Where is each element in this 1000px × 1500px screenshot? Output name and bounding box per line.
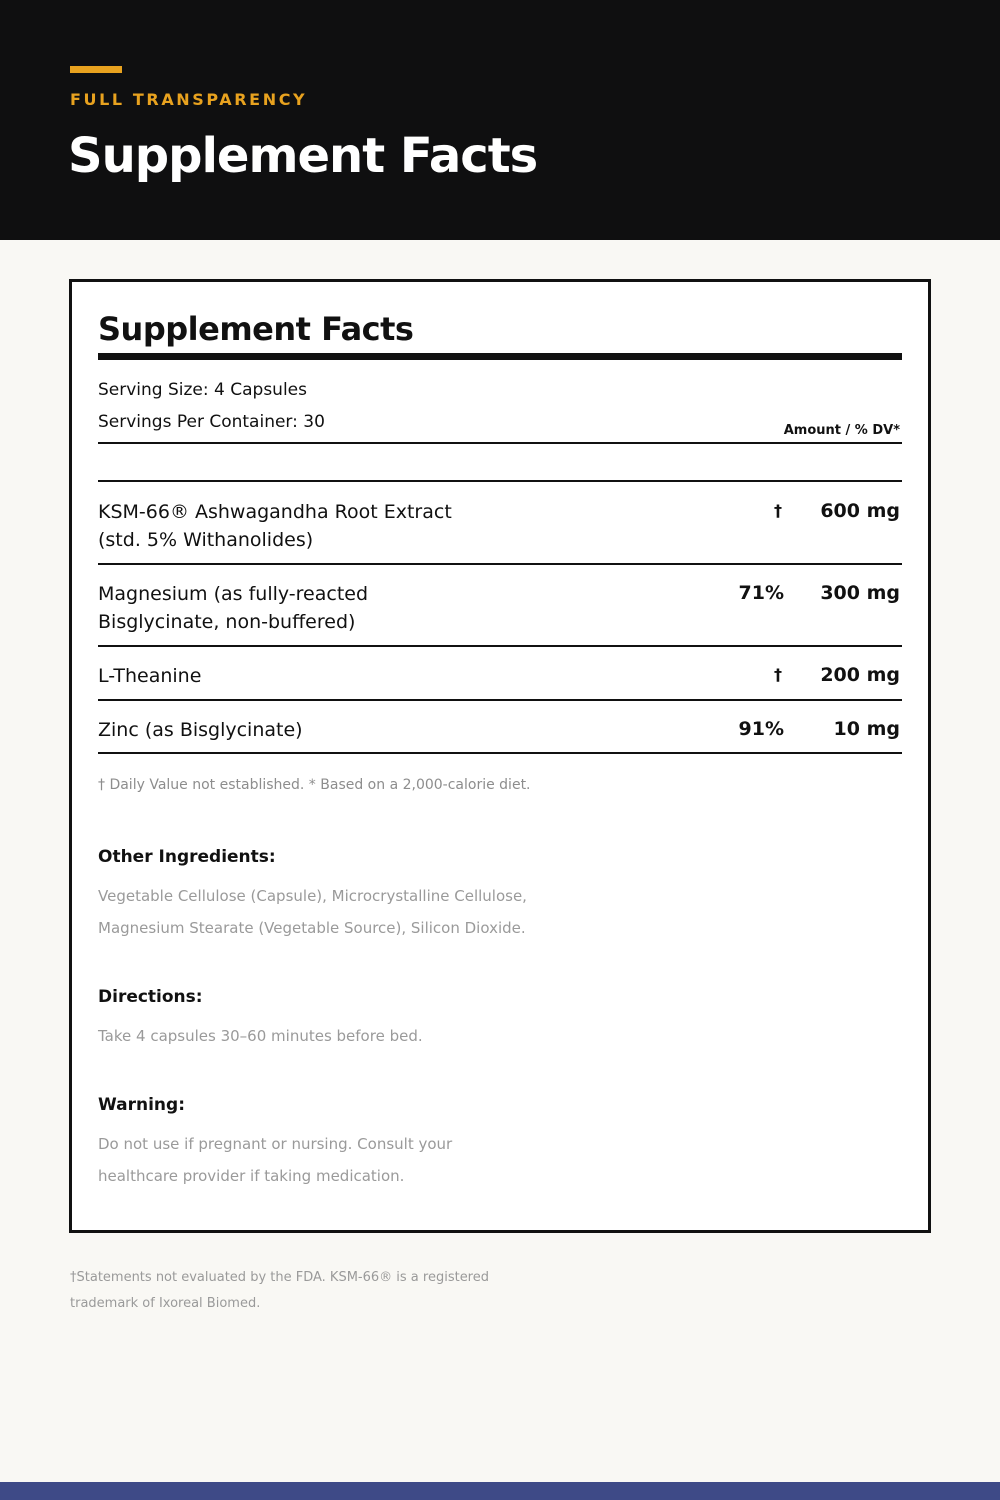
other-ingredients-text: Vegetable Cellulose (Capsule), Microcrystalline Cellulose, <box>98 887 527 905</box>
disclaimer-line: trademark of Ixoreal Biomed. <box>70 1296 261 1311</box>
directions-heading: Directions: <box>98 987 203 1007</box>
warning-text: Do not use if pregnant or nursing. Consult your <box>98 1135 453 1153</box>
dv-footnote: † Daily Value not established. * Based on a 2,000-calorie diet. <box>98 777 531 793</box>
warning-text: healthcare provider if taking medication. <box>98 1167 405 1185</box>
ingredient-amount: 200 mg <box>820 664 900 686</box>
divider <box>98 699 902 701</box>
ingredient-name: (std. 5% Withanolides) <box>98 529 314 551</box>
hero-banner <box>0 0 1000 240</box>
servings-per-container: Servings Per Container: 30 <box>98 412 325 432</box>
panel-title: Supplement Facts <box>98 310 414 348</box>
divider <box>98 563 902 565</box>
fda-disclaimer <box>70 1265 489 1317</box>
other-ingredients-heading: Other Ingredients: <box>98 847 276 867</box>
ingredient-amount: 300 mg <box>820 582 900 604</box>
disclaimer-line: †Statements not evaluated by the FDA. KSM-66® is a registered <box>70 1270 489 1285</box>
ingredient-name: L-Theanine <box>98 665 202 687</box>
supplement-facts-panel <box>69 279 931 1233</box>
accent-bar <box>70 66 122 73</box>
warning-heading: Warning: <box>98 1095 186 1115</box>
ingredient-amount: 600 mg <box>820 500 900 522</box>
serving-size: Serving Size: 4 Capsules <box>98 380 307 400</box>
divider <box>98 645 902 647</box>
ingredient-dv: 91% <box>738 718 784 740</box>
ingredient-name: Magnesium (as fully-reacted <box>98 583 369 605</box>
hero-title: Supplement Facts <box>68 128 538 184</box>
divider <box>98 442 902 444</box>
ingredient-name: KSM-66® Ashwagandha Root Extract <box>98 501 452 523</box>
ingredient-dv: 71% <box>738 582 784 604</box>
ingredient-amount: 10 mg <box>833 718 900 740</box>
amount-dv-header: Amount / % DV* <box>783 423 900 438</box>
ingredient-dv: † <box>774 665 782 684</box>
ingredient-dv: † <box>774 501 782 520</box>
directions-text: Take 4 capsules 30–60 minutes before bed. <box>98 1027 423 1045</box>
bottom-bar <box>0 1482 1000 1500</box>
ingredient-name: Bisglycinate, non-buffered) <box>98 611 356 633</box>
thick-rule <box>98 353 902 360</box>
ingredient-name: Zinc (as Bisglycinate) <box>98 719 303 741</box>
divider <box>98 752 902 754</box>
other-ingredients-text: Magnesium Stearate (Vegetable Source), Silicon Dioxide. <box>98 919 526 937</box>
hero-eyebrow: FULL TRANSPARENCY <box>70 90 308 109</box>
divider <box>98 480 902 482</box>
